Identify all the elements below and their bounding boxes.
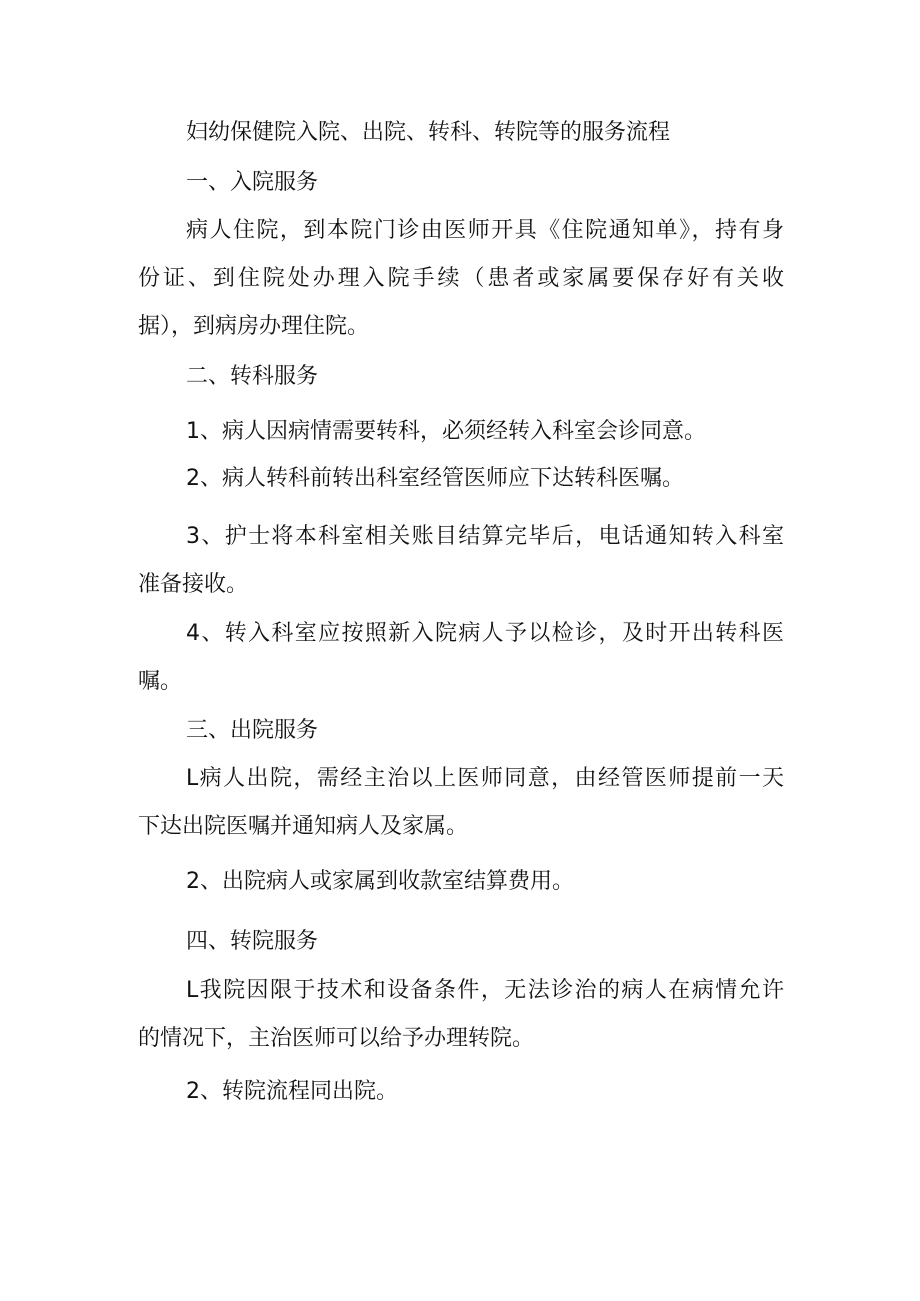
section-heading-discharge: 三、出院服务 xyxy=(186,718,319,743)
document-title: 妇幼保健院入院、出院、转科、转院等的服务流程 xyxy=(186,120,671,145)
paragraph-line: 1、病人因病情需要转科，必须经转入科室会诊同意。 xyxy=(186,419,706,444)
paragraph-line: L病人出院，需经主治以上医师同意，由经管医师提前一天 xyxy=(186,766,784,791)
paragraph-line: 2、病人转科前转出科室经管医师应下达转科医嘱。 xyxy=(186,466,684,491)
paragraph-line: 据），到病房办理住院。 xyxy=(138,314,370,339)
paragraph-line: 病人住院，到本院门诊由医师开具《住院通知单》，持有身 xyxy=(186,218,784,243)
section-heading-department-transfer: 二、转科服务 xyxy=(186,364,319,389)
paragraph-line: 3、护士将本科室相关账目结算完毕后，电话通知转入科室 xyxy=(186,524,784,549)
paragraph-line: 嘱。 xyxy=(138,669,183,694)
paragraph-line: L我院因限于技术和设备条件，无法诊治的病人在病情允许 xyxy=(186,978,784,1003)
paragraph-line: 准备接收。 xyxy=(138,572,249,597)
paragraph-line: 2、出院病人或家属到收款室结算费用。 xyxy=(186,869,574,894)
paragraph-line: 份证、到住院处办理入院手续（患者或家属要保存好有关收 xyxy=(138,266,784,291)
paragraph-line: 下达出院医嘱并通知病人及家属。 xyxy=(138,814,469,839)
section-heading-admission: 一、入院服务 xyxy=(186,170,319,195)
paragraph-line: 的情况下，主治医师可以给予办理转院。 xyxy=(138,1026,535,1051)
paragraph-line: 4、转入科室应按照新入院病人予以检诊，及时开出转科医 xyxy=(186,621,784,646)
paragraph-line: 2、转院流程同出院。 xyxy=(186,1079,398,1104)
section-heading-hospital-transfer: 四、转院服务 xyxy=(186,929,319,954)
